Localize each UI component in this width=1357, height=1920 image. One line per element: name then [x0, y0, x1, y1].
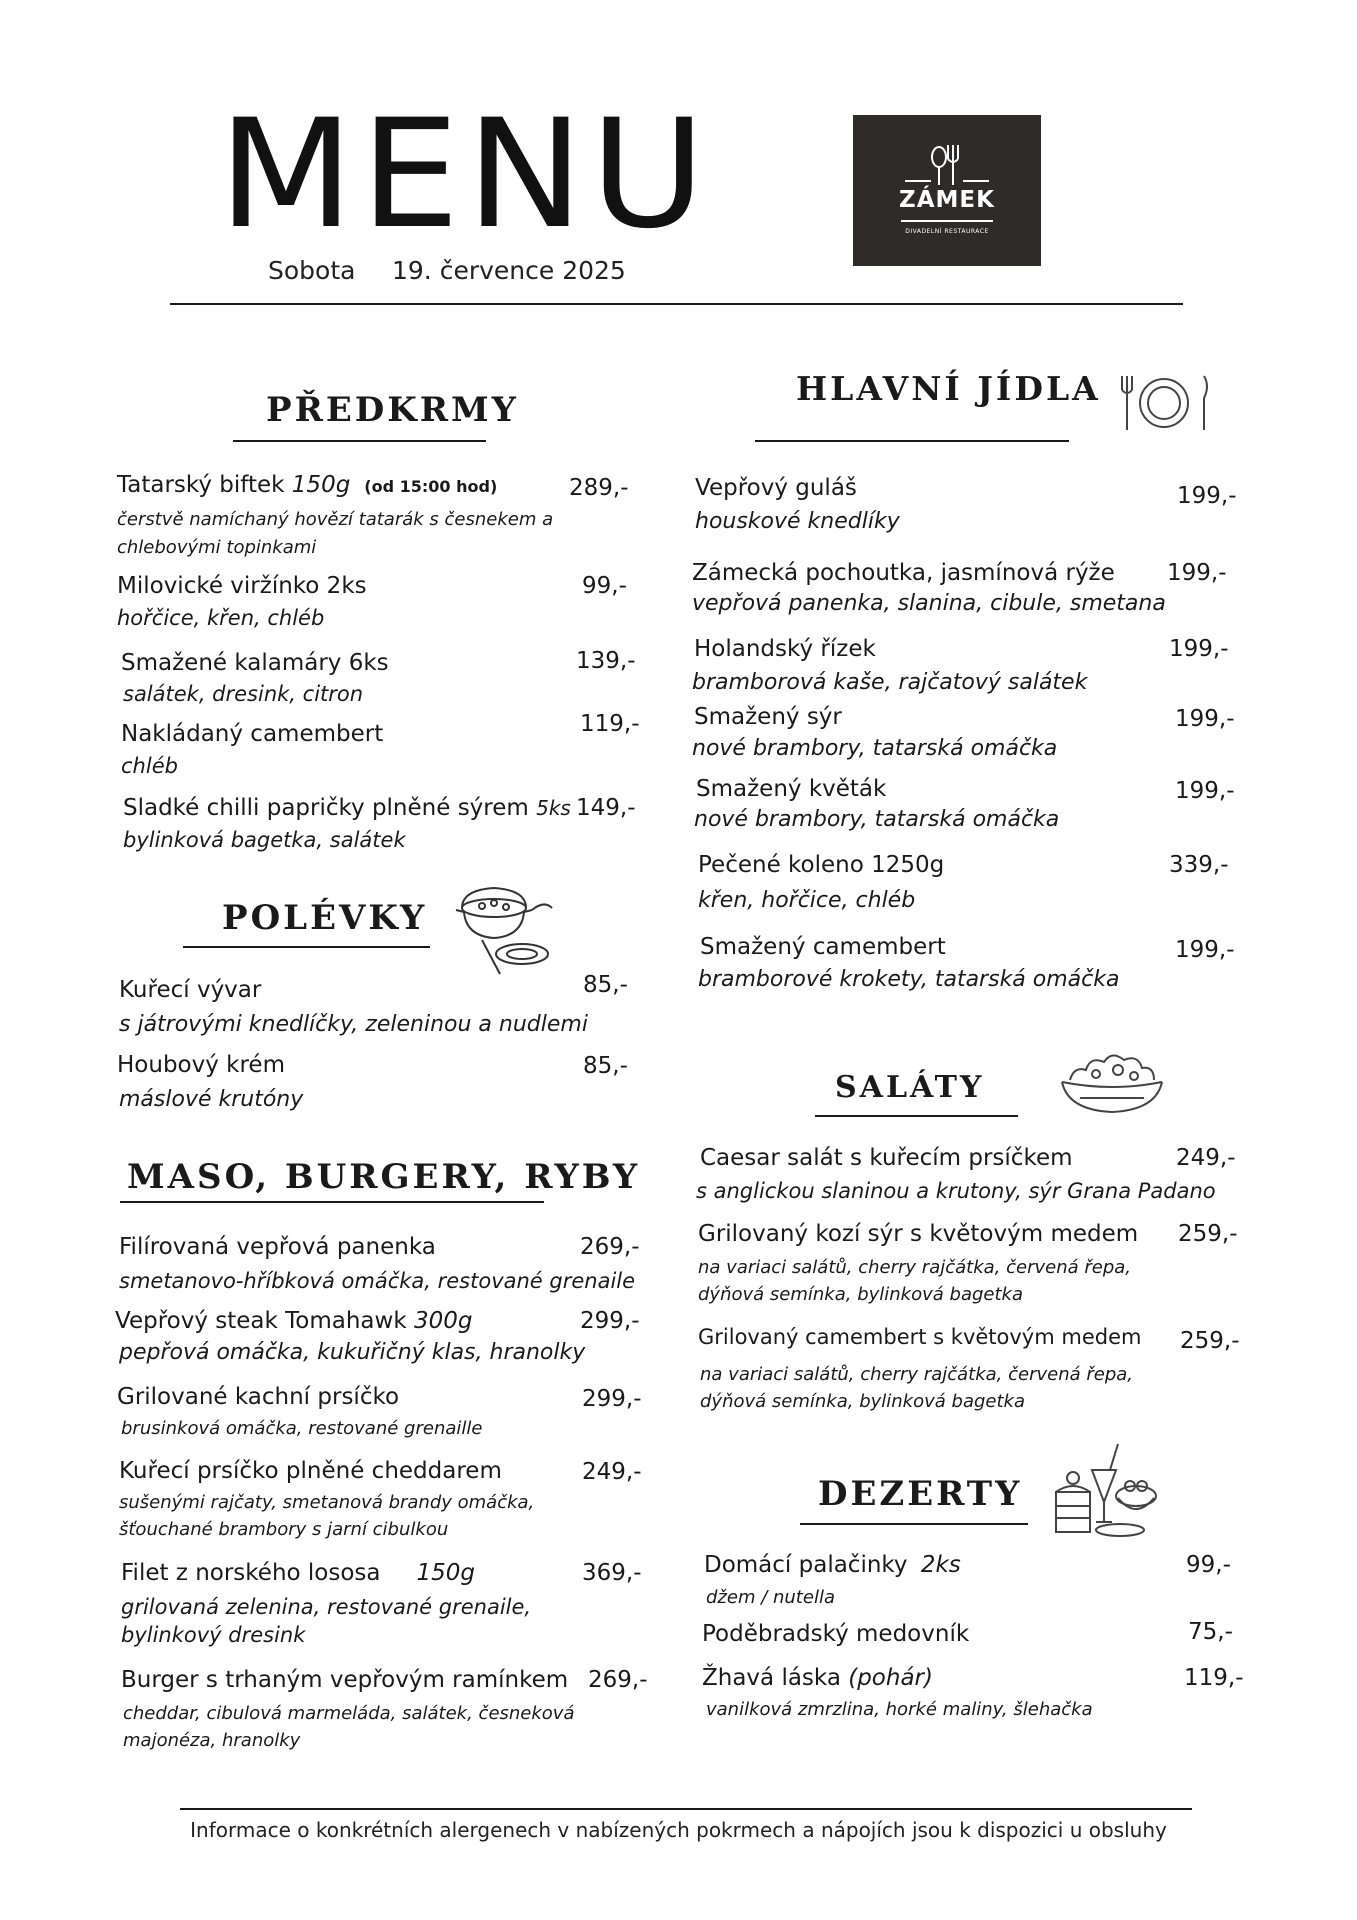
menu-item-name: Kuřecí prsíčko plněné cheddarem: [119, 1458, 502, 1484]
menu-item-name: Domácí palačinky 2ks: [704, 1552, 961, 1578]
section-title-polevky: POLÉVKY: [222, 898, 428, 938]
menu-item-price: 289,-: [569, 475, 629, 501]
menu-item-description: křen, hořčice, chléb: [698, 888, 916, 913]
menu-item-description: dýňová semínka, bylinková bagetka: [698, 1284, 1023, 1305]
menu-item-description: vanilková zmrzlina, horké maliny, šlehačka: [706, 1699, 1093, 1720]
section-title-hlavni: HLAVNÍ JÍDLA: [796, 369, 1101, 408]
menu-item-description: šťouchané brambory s jarní cibulkou: [119, 1519, 449, 1540]
restaurant-logo: [853, 115, 1041, 266]
menu-item-description: nové brambory, tatarská omáčka: [692, 736, 1058, 761]
menu-item-description: bramborová kaše, rajčatový salátek: [692, 670, 1088, 695]
menu-item-name: Nakládaný camembert: [121, 721, 384, 747]
menu-item-name: Pečené koleno 1250g: [698, 852, 945, 878]
section-title-salaty: SALÁTY: [835, 1070, 985, 1105]
menu-item-price: 199,-: [1167, 560, 1227, 586]
menu-item-price: 199,-: [1175, 937, 1235, 963]
menu-item-description: bylinková bagetka, salátek: [123, 828, 406, 852]
menu-item-name: Vepřový steak Tomahawk 300g: [115, 1308, 473, 1334]
menu-item-description: sušenými rajčaty, smetanová brandy omáčka,: [119, 1492, 535, 1513]
section-rule-hlavni: [755, 440, 1069, 442]
menu-item-price: 99,-: [1186, 1552, 1231, 1578]
menu-item-name: Caesar salát s kuřecím prsíčkem: [700, 1145, 1073, 1171]
menu-item-description: na variaci salátů, cherry rajčátka, červená řepa,: [700, 1364, 1134, 1385]
menu-item-price: 99,-: [582, 573, 627, 599]
menu-item-description: houskové knedlíky: [695, 509, 900, 534]
menu-item-price: 139,-: [576, 648, 636, 674]
section-title-predkrmy: PŘEDKRMY: [266, 390, 519, 430]
menu-item-description: brusinková omáčka, restované grenaille: [121, 1418, 483, 1439]
menu-item-price: 269,-: [588, 1667, 648, 1693]
menu-item-price: 85,-: [583, 1053, 628, 1079]
menu-item-description: cheddar, cibulová marmeláda, salátek, česneková: [123, 1703, 575, 1724]
menu-item-price: 119,-: [580, 711, 640, 737]
fork-plate-knife-icon: [1120, 372, 1212, 434]
menu-title: MENU: [218, 88, 712, 262]
menu-item-name: Tatarský biftek 150g (od 15:00 hod): [117, 472, 498, 498]
menu-item-price: 249,-: [1176, 1145, 1236, 1171]
menu-item-name: Žhavá láska (pohár): [702, 1665, 933, 1691]
menu-item-price: 369,-: [582, 1560, 642, 1586]
menu-item-description: grilovaná zelenina, restované grenaile,: [121, 1595, 532, 1619]
menu-item-name: Holandský řízek: [694, 636, 876, 662]
menu-item-name: Poděbradský medovník: [702, 1621, 970, 1647]
section-rule-maso: [120, 1201, 544, 1203]
section-rule-polevky: [183, 946, 430, 948]
menu-item-price: 299,-: [580, 1308, 640, 1334]
header-divider: [170, 303, 1183, 305]
desserts-icon: [1050, 1440, 1162, 1540]
menu-item-description: máslové krutóny: [119, 1087, 304, 1112]
section-rule-dezerty: [800, 1523, 1028, 1525]
section-rule-salaty: [815, 1115, 1018, 1117]
footer-divider: [180, 1808, 1192, 1810]
menu-item-description: majonéza, hranolky: [123, 1730, 301, 1751]
menu-item-description: pepřová omáčka, kukuřičný klas, hranolky: [119, 1340, 586, 1365]
menu-item-price: 299,-: [582, 1386, 642, 1412]
menu-item-description: nové brambory, tatarská omáčka: [694, 807, 1060, 832]
section-title-maso: MASO, BURGERY, RYBY: [127, 1157, 641, 1197]
menu-item-name: Vepřový guláš: [695, 475, 857, 501]
menu-item-name: Filírovaná vepřová panenka: [119, 1234, 436, 1260]
menu-item-name: Kuřecí vývar: [119, 977, 262, 1003]
menu-item-name: Milovické viržínko 2ks: [117, 573, 367, 599]
menu-item-price: 119,-: [1184, 1665, 1244, 1691]
section-title-dezerty: DEZERTY: [818, 1474, 1023, 1514]
menu-item-description: dýňová semínka, bylinková bagetka: [700, 1391, 1025, 1412]
menu-item-description: džem / nutella: [706, 1587, 835, 1608]
menu-item-description: smetanovo-hříbková omáčka, restované grenaile: [119, 1269, 636, 1293]
menu-item-price: 339,-: [1169, 852, 1229, 878]
menu-item-price: 149,-: [576, 795, 636, 821]
menu-date: 19. července 2025: [392, 256, 626, 285]
menu-item-name: Grilované kachní prsíčko: [117, 1384, 400, 1410]
menu-item-price: 269,-: [580, 1234, 640, 1260]
menu-item-description: čerstvě namíchaný hovězí tatarák s česnekem a: [117, 509, 554, 530]
menu-item-price: 249,-: [582, 1459, 642, 1485]
menu-item-description: bramborové krokety, tatarská omáčka: [698, 967, 1120, 992]
menu-item-name: Sladké chilli papričky plněné sýrem 5ks: [123, 795, 571, 821]
menu-item-price: 259,-: [1178, 1221, 1238, 1247]
menu-item-name: Burger s trhaným vepřovým ramínkem: [121, 1667, 569, 1693]
menu-day: Sobota: [268, 256, 356, 285]
salad-bowl-icon: [1056, 1048, 1168, 1116]
menu-item-name: Filet z norského lososa 150g: [121, 1560, 475, 1586]
section-rule-predkrmy: [233, 440, 486, 442]
menu-item-description: chléb: [121, 754, 178, 778]
menu-item-name: Grilovaný kozí sýr s květovým medem: [698, 1221, 1139, 1247]
menu-item-description: vepřová panenka, slanina, cibule, smetana: [692, 591, 1166, 616]
menu-item-name: Smažený camembert: [700, 934, 946, 960]
menu-item-description: chlebovými topinkami: [117, 537, 317, 558]
menu-item-price: 85,-: [583, 972, 628, 998]
allergen-notice: Informace o konkrétních alergenech v nabízených pokrmech a nápojích jsou k dispozici u obsluhy: [190, 1818, 1167, 1842]
logo-subtitle: DIVADELNÍ RESTAURACE: [905, 228, 989, 235]
menu-item-description: hořčice, křen, chléb: [117, 606, 325, 630]
menu-item-name: Smažený květák: [696, 776, 887, 802]
menu-item-name: Zámecká pochoutka, jasmínová rýže: [692, 560, 1115, 586]
menu-item-name: Houbový krém: [117, 1052, 285, 1078]
menu-item-price: 199,-: [1175, 778, 1235, 804]
menu-item-description: s anglickou slaninou a krutony, sýr Grana Padano: [696, 1179, 1216, 1203]
menu-item-price: 199,-: [1169, 636, 1229, 662]
menu-item-name: Grilovaný camembert s květovým medem: [698, 1325, 1142, 1349]
menu-item-price: 259,-: [1180, 1328, 1240, 1354]
menu-item-description: s játrovými knedlíčky, zeleninou a nudlemi: [119, 1012, 588, 1037]
menu-item-description: bylinkový dresink: [121, 1623, 306, 1647]
menu-item-description: salátek, dresink, citron: [123, 682, 364, 706]
menu-item-price: 199,-: [1177, 483, 1237, 509]
menu-item-price: 75,-: [1188, 1619, 1233, 1645]
menu-item-name: Smažený sýr: [694, 704, 842, 730]
menu-item-description: na variaci salátů, cherry rajčátka, červená řepa,: [698, 1257, 1132, 1278]
soup-pot-icon: [452, 878, 560, 978]
menu-item-name: Smažené kalamáry 6ks: [121, 650, 389, 676]
logo-wordmark: ZÁMEK: [899, 187, 995, 213]
menu-item-price: 199,-: [1175, 706, 1235, 732]
